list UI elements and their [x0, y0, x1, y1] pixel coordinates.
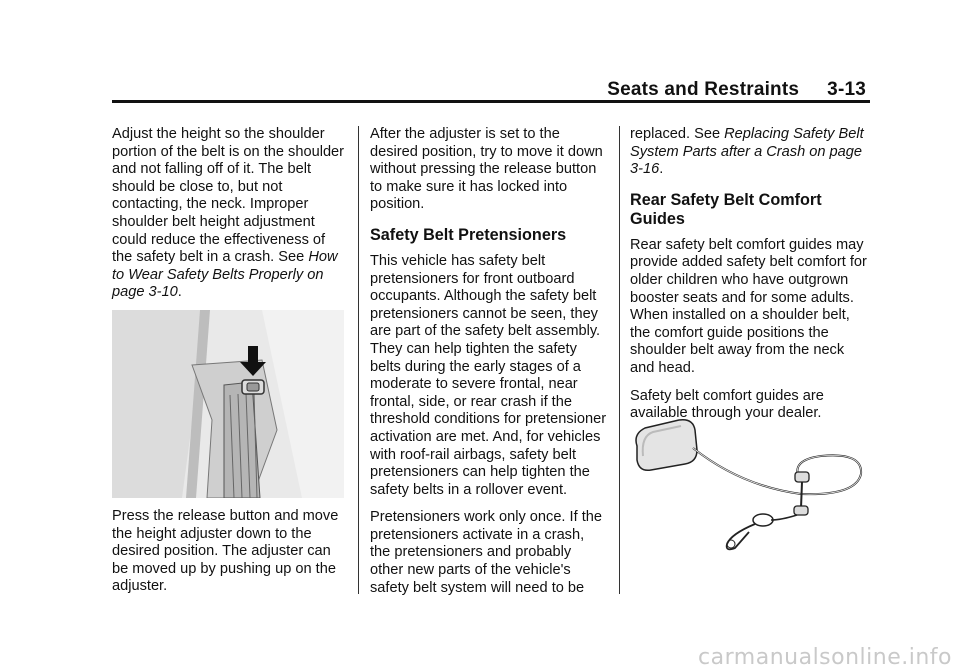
cross-reference-link[interactable]: How to Wear Safety Belts Properly on page 3-10 — [112, 249, 338, 301]
column-divider — [358, 126, 359, 594]
comfort-guide-illustration — [631, 416, 869, 554]
section-title: Seats and Restraints — [607, 79, 800, 100]
paragraph-text: . — [659, 161, 664, 178]
cross-reference-link[interactable]: Replacing Safety Belt System Parts after a Crash on page 3-16 — [630, 126, 864, 178]
column-3 — [630, 126, 870, 433]
paragraph: Press the release button and move the height adjuster down to the desired position. The adjuster can be moved up by pushing up on the adjuster. — [112, 508, 339, 595]
paragraph-text: replaced. See — [630, 126, 725, 142]
column-2 — [370, 126, 608, 607]
section-heading: Rear Safety Belt Comfort Guides — [630, 190, 822, 228]
section-heading: Safety Belt Pretensioners — [370, 225, 567, 244]
column-1-lower — [112, 508, 348, 606]
paragraph: Rear safety belt comfort guides may provide added safety belt comfort for older children who have outgrown booster seats and for some adults. When installed on a shoulder belt, the comfort guide positions the shoulder belt away from the neck and head. — [630, 236, 867, 376]
page-number: 3-13 — [827, 79, 866, 100]
paragraph: This vehicle has safety belt pretensioners for front outboard occupants. Although the safety belt pretensioners cannot be seen, they are part of the safety belt assembly. They can help tighten the safety belts during the early stages of a moderate to severe frontal, near frontal, side, or rear crash if the threshold conditions for pretensioner activation are met. And, for vehicles with roof-rail airbags, safety belt pretensioners can help tighten the safety belts in a rollover event. — [370, 252, 607, 498]
page-header — [607, 79, 866, 101]
watermark: carmanualsonline.info — [698, 645, 952, 670]
column-1 — [112, 126, 348, 312]
paragraph: After the adjuster is set to the desired position, try to move it down without pressing the release button to make sure it has locked into position. — [370, 126, 603, 213]
paragraph — [630, 126, 870, 179]
paragraph: Pretensioners work only once. If the pretensioners activate in a crash, the pretensioners and probably other new parts of the vehicle's safety belt system will need to be — [370, 509, 602, 596]
paragraph-text: Adjust the height so the shoulder portion of the belt is on the shoulder and not falling off of it. The belt should be close to, but not contacting, the neck. Improper shoulder belt height adjustment could reduce the effectiveness of the safety belt in a crash. See — [112, 126, 345, 266]
header-rule — [112, 100, 870, 103]
paragraph — [112, 126, 348, 302]
paragraph: Safety belt comfort guides are available through your dealer. — [630, 387, 824, 422]
column-divider — [619, 126, 620, 594]
paragraph-text: . — [177, 284, 182, 301]
shoulder-belt-adjuster-illustration — [112, 310, 344, 498]
